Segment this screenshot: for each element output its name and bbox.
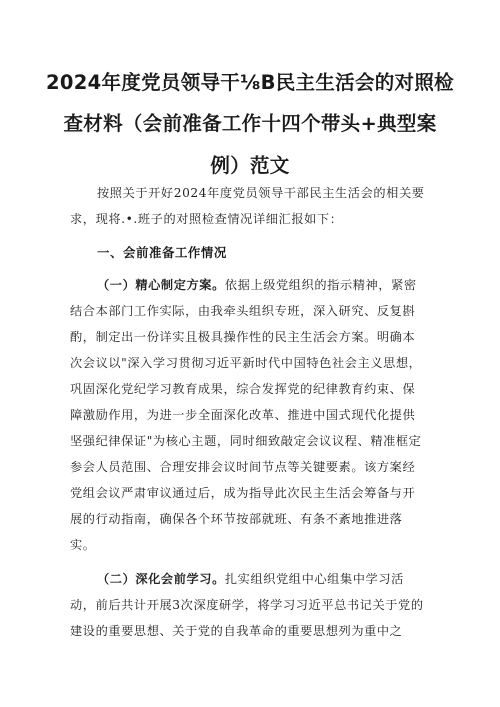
item-1-line-3: 酌，制定出一份详实且极具操作性的民主生活会方案。明确本 <box>70 330 416 344</box>
item-1-line-7: 坚强纪律保证"为核心主题，同时细致敲定会议议程、精准框定 <box>70 434 422 448</box>
intro-line-1: 按照关于开好2024年度党员领导干部民主生活会的相关要 <box>97 186 425 200</box>
item-2-label: （二）深化会前学习。 <box>97 572 225 586</box>
item-1-label: （一）精心制定方案。 <box>97 278 225 292</box>
item-1-line-1 <box>97 276 417 293</box>
item-2-line-2: 动，前后共计开展3次深度研学，将学习习近平总书记关于党的 <box>70 598 424 612</box>
item-1-line-5: 巩固深化党纪学习教育成果，综合发挥党的纪律教育约束、保 <box>70 382 416 396</box>
item-2-line-1 <box>97 570 404 587</box>
document-title-line-2: 查材料（会前准备工作十四个带头+典型案 <box>63 112 437 135</box>
item-1-line-2: 结合本部门工作实际，由我牵头组织专班，深入研究、反复斟 <box>70 304 416 318</box>
item-1-line-6: 障激励作用，为进一步全面深化改革、推进中国式现代化提供 <box>70 408 416 422</box>
item-2-line-1-text: 扎实组织党组中心组集中学习活 <box>224 572 404 586</box>
item-1-line-11: 实。 <box>70 538 96 552</box>
item-1-line-8: 参会人员范围、合理安排会议时间节点等关键要素。该方案经 <box>70 460 416 474</box>
document-title-line-3: 例）范文 <box>210 154 290 177</box>
item-1-line-9: 党组会议严肃审议通过后，成为指导此次民主生活会筹备与开 <box>70 486 416 500</box>
document-title-line-1: 2024年度党员领导干⅛B民主生活会的对照检 <box>46 71 454 94</box>
item-1-line-4: 次会议以"深入学习贯彻习近平新时代中国特色社会主义思想， <box>70 356 422 370</box>
item-1-line-1-text: 依据上级党组织的指示精神，紧密 <box>224 278 417 292</box>
item-1-line-10: 展的行动指南，确保各个环节按部就班、有条不紊地推进落 <box>70 512 403 526</box>
item-2-line-3: 建设的重要思想、关于党的自我革命的重要思想列为重中之 <box>70 624 403 638</box>
section-heading-1: 一、会前准备工作情况 <box>97 245 227 260</box>
intro-line-2: 求，现将.•.班子的对照检查情况详细汇报如下： <box>70 212 343 226</box>
